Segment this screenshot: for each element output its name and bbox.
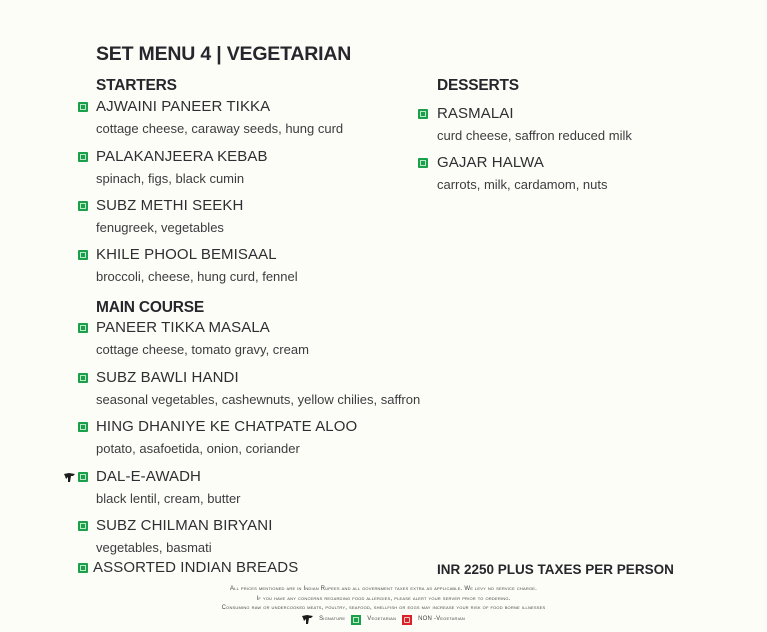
item-desc: seasonal vegetables, cashewnuts, yellow chilies, saffron xyxy=(96,392,421,407)
item-name: AJWAINI PANEER TIKKA xyxy=(96,98,271,115)
menu-item xyxy=(96,98,343,136)
item-name: KHILE PHOOL BEMISAAL xyxy=(96,246,277,263)
item-name: SUBZ BAWLI HANDI xyxy=(96,369,239,386)
item-desc: broccoli, cheese, hung curd, fennel xyxy=(96,269,298,284)
footer-notes xyxy=(0,585,767,625)
price-per-person: INR 2250 PLUS TAXES PER PERSON xyxy=(437,562,674,577)
veg-icon xyxy=(78,373,88,383)
veg-icon xyxy=(351,615,361,625)
veg-icon xyxy=(78,152,88,162)
item-name: SUBZ CHILMAN BIRYANI xyxy=(96,517,273,534)
veg-icon xyxy=(78,102,88,112)
menu-item xyxy=(437,105,632,143)
veg-icon xyxy=(78,250,88,260)
menu-item xyxy=(96,319,309,357)
legend-vegetarian-label: Vegetarian xyxy=(367,615,397,622)
non-veg-icon xyxy=(402,615,412,625)
veg-icon xyxy=(78,521,88,531)
menu-item xyxy=(96,246,298,284)
legend-signature-label: Signature xyxy=(319,615,346,622)
veg-icon xyxy=(78,422,88,432)
item-desc: cottage cheese, caraway seeds, hung curd xyxy=(96,121,344,136)
item-desc: spinach, figs, black cumin xyxy=(96,171,245,186)
item-name: DAL-E-AWADH xyxy=(96,468,201,485)
veg-icon xyxy=(78,472,88,482)
item-desc: potato, asafoetida, onion, coriander xyxy=(96,441,300,456)
footer-line-warning: Consuming raw or undercooked meats, poultry, seafood, shellfish or eggs may increase your risk of food borne illnesses xyxy=(221,605,546,611)
signature-icon xyxy=(64,473,75,482)
footer-line-prices: All prices mentioned are in Indian Rupees and all government taxes extra as applicable. We levy no service charge. xyxy=(229,586,538,592)
veg-icon xyxy=(78,201,88,211)
menu-item xyxy=(96,468,241,506)
section-starters-heading: STARTERS xyxy=(96,77,177,94)
menu-item-breads xyxy=(93,559,298,576)
item-name: SUBZ METHI SEEKH xyxy=(96,197,244,214)
legend-nonveg-label: NON -Vegetarian xyxy=(418,615,465,622)
signature-icon xyxy=(302,615,313,624)
item-name: PALAKANJEERA KEBAB xyxy=(96,148,268,165)
item-name: RASMALAI xyxy=(437,105,514,122)
veg-icon xyxy=(78,563,88,573)
section-desserts-heading: DESSERTS xyxy=(437,77,519,94)
veg-icon xyxy=(418,158,428,168)
item-desc: vegetables, basmati xyxy=(96,540,212,555)
menu-item xyxy=(96,418,357,456)
footer-line-allergies: If you have any concerns regarding food allergies, please alert your server prior to ordering. xyxy=(256,595,511,602)
item-name: PANEER TIKKA MASALA xyxy=(96,319,270,336)
menu-item xyxy=(437,154,608,192)
menu-title: SET MENU 4 | VEGETARIAN xyxy=(96,43,352,65)
veg-icon xyxy=(78,323,88,333)
item-name: ASSORTED INDIAN BREADS xyxy=(93,559,299,576)
menu-item xyxy=(96,369,420,407)
item-desc: black lentil, cream, butter xyxy=(96,491,241,506)
item-name: HING DHANIYE KE CHATPATE ALOO xyxy=(96,418,358,435)
legend xyxy=(0,615,767,625)
item-desc: carrots, milk, cardamom, nuts xyxy=(437,177,608,192)
menu-item xyxy=(96,148,268,186)
menu-item xyxy=(96,517,272,555)
section-main-course-heading: MAIN COURSE xyxy=(96,299,205,316)
item-desc: curd cheese, saffron reduced milk xyxy=(437,128,632,143)
veg-icon xyxy=(418,109,428,119)
item-desc: fenugreek, vegetables xyxy=(96,220,224,235)
item-desc: cottage cheese, tomato gravy, cream xyxy=(96,342,309,357)
item-name: GAJAR HALWA xyxy=(437,154,544,171)
menu-item xyxy=(96,197,243,235)
